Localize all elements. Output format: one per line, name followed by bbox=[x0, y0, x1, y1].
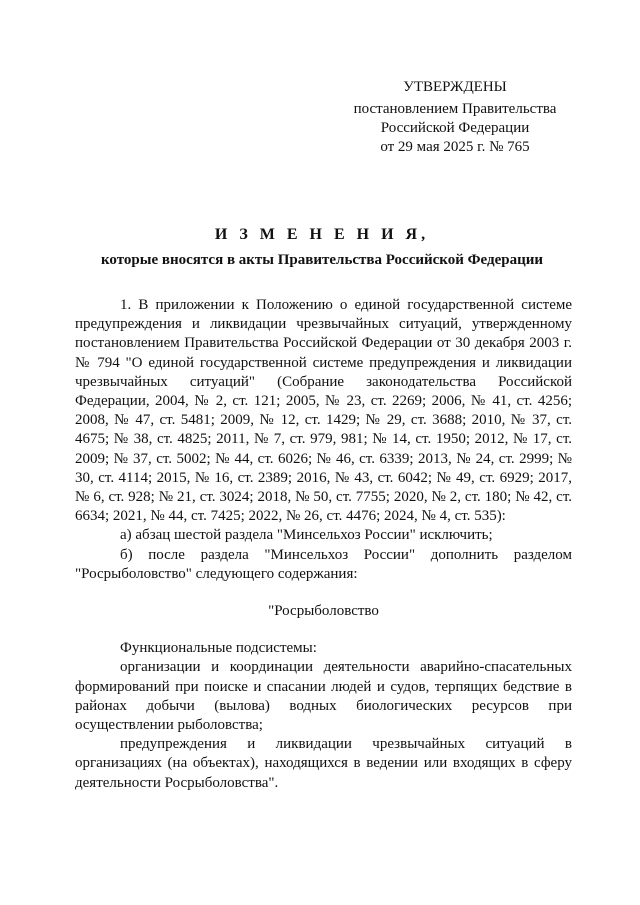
approval-line-2: Российской Федерации bbox=[380, 120, 530, 136]
subsystem-1: организации и координации деятельности аварийно-спасательных формирований при поиске и спасании людей и судов, терпящих бедствие в районах добычи (вылова) водных биологических ресурсов при осуществлении рыболовства; bbox=[75, 659, 572, 734]
approval-line-3: от 29 мая 2025 г. № 765 bbox=[380, 139, 530, 155]
approval-block bbox=[340, 78, 570, 157]
item-b: б) после раздела "Минсельхоз России" дополнить разделом "Росрыболовство" следующего содержания: bbox=[75, 546, 572, 582]
subsystem-2: предупреждения и ликвидации чрезвычайных ситуаций в организациях (на объектах), находящихся в ведении или входящих в сферу деятельности Росрыболовства". bbox=[75, 736, 572, 791]
approval-heading: УТВЕРЖДЕНЫ bbox=[403, 79, 507, 95]
approval-line-1: постановлением Правительства bbox=[353, 101, 557, 117]
section-title: "Росрыболовство bbox=[268, 603, 379, 620]
paragraph-1: 1. В приложении к Положению о единой государственной системе предупреждения и ликвидации чрезвычайных ситуаций, утвержденному постановлением Правительства Российской Федерации от 30 декабря 2003 г. № 794 "О единой государственной системе предупреждения и ликвидации чрезвычайных ситуаций" (Собрание законодательства Российской Федерации, 2004, № 2, ст. 121; 2005, № 23, ст. 2269; 2006, № 41, ст. 4256; 2008, № 47, ст. 5481; 2009, № 12, ст. 1429; № 29, ст. 3688; 2010, № 37, ст. 4675; № 38, ст. 4825; 2011, № 7, ст. 979, 981; № 14, ст. 1950; 2012, № 17, ст. 2009; № 37, ст. 5002; № 44, ст. 6026; № 46, ст. 6339; 2013, № 24, ст. 2999; № 30, ст. 4114; 2015, № 16, ст. 2389; 2016, № 43, ст. 6042; № 49, ст. 6929; 2017, № 6, ст. 928; № 21, ст. 3024; 2018, № 50, ст. 7755; 2020, № 2, ст. 180; № 42, ст. 6634; 2021, № 44, ст. 7425; 2022, № 26, ст. 4476; 2024, № 4, ст. 535): bbox=[75, 297, 572, 525]
document-subtitle: которые вносятся в акты Правительства Российской Федерации bbox=[100, 252, 544, 268]
document-body bbox=[75, 296, 572, 793]
document-title: И З М Е Н Е Н И Я, bbox=[214, 226, 430, 243]
item-a: а) абзац шестой раздела "Минсельхоз России" исключить; bbox=[120, 527, 493, 544]
functional-subsystems-heading: Функциональные подсистемы: bbox=[120, 640, 317, 657]
